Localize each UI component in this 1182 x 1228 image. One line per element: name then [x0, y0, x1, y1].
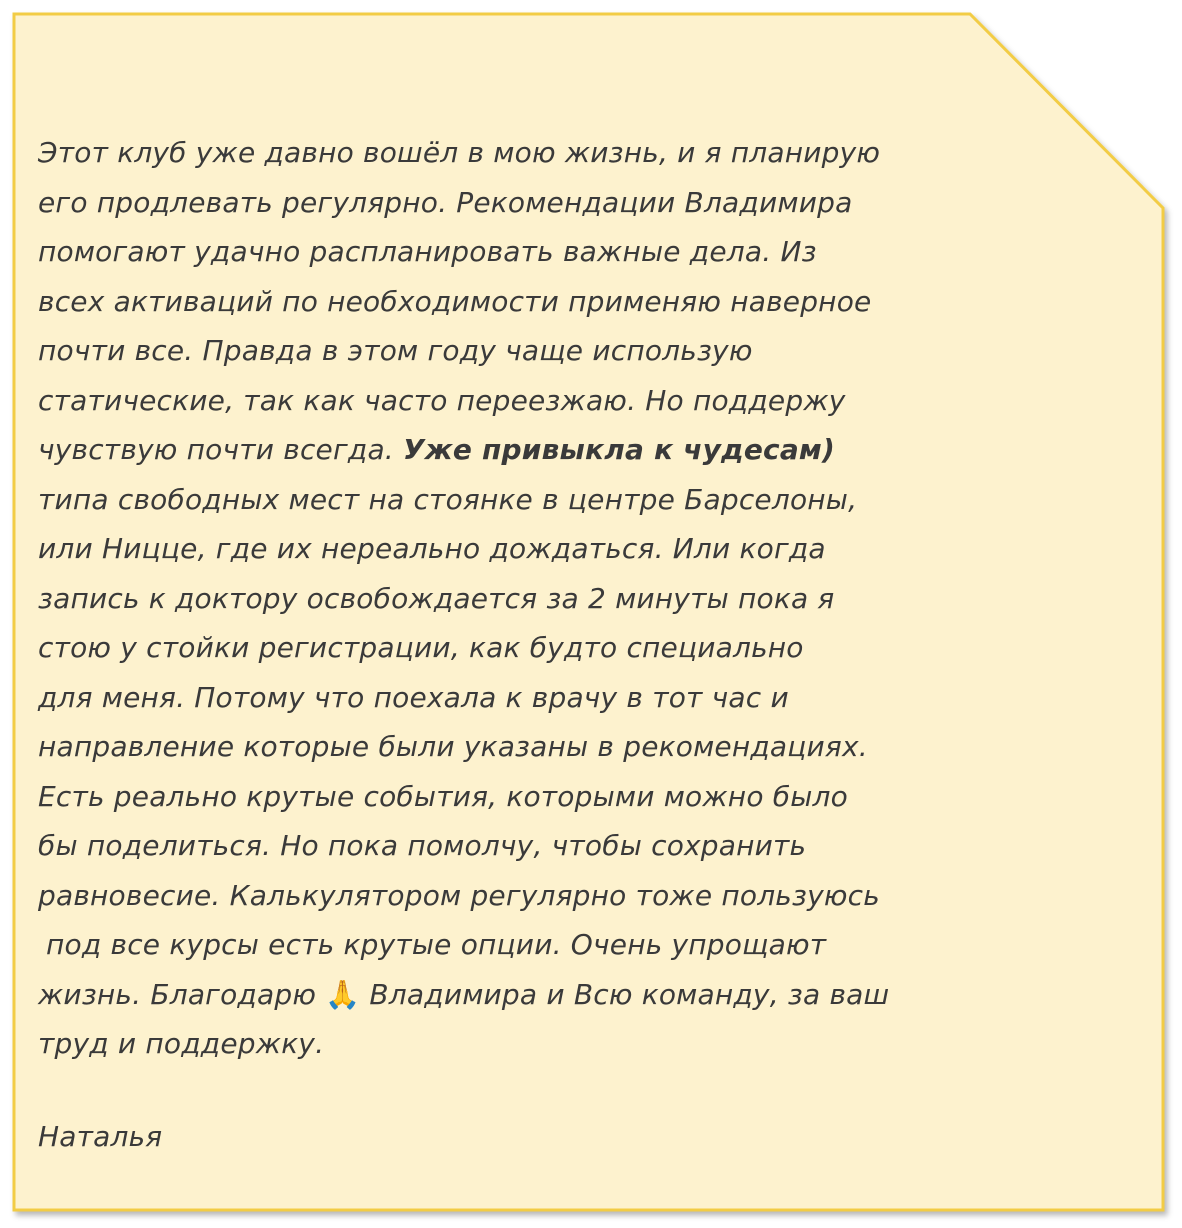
- text-segment: чувствую почти всегда.: [38, 433, 394, 466]
- praying-hands-icon: 🙏: [325, 977, 361, 1011]
- text-line: [38, 425, 1048, 475]
- text-line: почти все. Правда в этом году чаще использую: [38, 334, 753, 367]
- text-line: Есть реально крутые события, которыми можно было: [38, 779, 848, 813]
- text-line: труд и поддержку.: [38, 1027, 325, 1060]
- text-line: Этот клуб уже давно вошёл в мою жизнь, и я планирую: [38, 136, 881, 169]
- testimonial-text: [38, 128, 1048, 1069]
- text-segment: Владимира и Всю команду, за ваш: [369, 977, 890, 1011]
- text-line: или Ницце, где их нереально дождаться. Или когда: [38, 532, 826, 565]
- text-line: стою у стойки регистрации, как будто специально: [38, 631, 804, 664]
- text-line: его продлевать регулярно. Рекомендации Владимира: [38, 185, 853, 219]
- text-line: для меня. Потому что поехала к врачу в тот час и: [38, 680, 789, 714]
- bold-text: Уже привыкла к чудесам): [403, 433, 836, 466]
- text-line: помогают удачно распланировать важные дела. Из: [38, 235, 817, 268]
- text-line: статические, так как часто переезжаю. Но поддержу: [38, 383, 846, 417]
- text-line: направление которые были указаны в рекомендациях.: [38, 730, 868, 763]
- text-line: бы поделиться. Но пока помолчу, чтобы сохранить: [38, 829, 807, 862]
- text-line: под все курсы есть крутые опции. Очень упрощают: [46, 928, 827, 961]
- text-line: [38, 970, 1048, 1020]
- text-line: всех активаций по необходимости применяю наверное: [38, 284, 872, 318]
- text-line: равновесие. Калькулятором регулярно тоже пользуюсь: [38, 878, 880, 912]
- text-line: запись к доктору освобождается за 2 минуты пока я: [38, 581, 835, 615]
- text-segment: жизнь. Благодарю: [38, 977, 317, 1011]
- signature: Наталья: [38, 1120, 163, 1153]
- text-line: типа свободных мест на стоянке в центре Барселоны,: [38, 482, 858, 516]
